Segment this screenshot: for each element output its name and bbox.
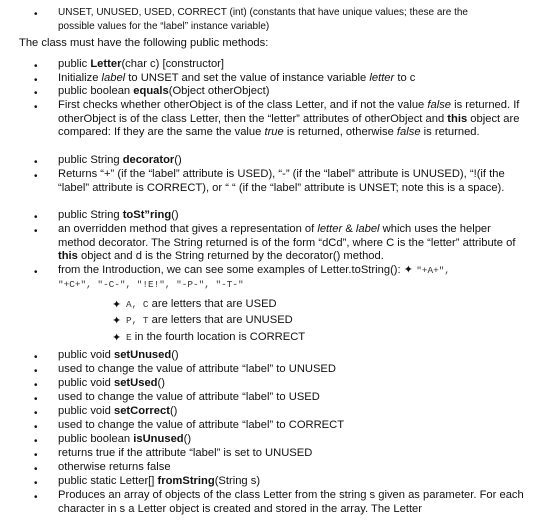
method-fromstring: public static Letter[] fromString(String s) [58, 475, 261, 487]
isunused-desc: returns true if the attribute “label” is set to UNUSED [58, 447, 313, 459]
tostring-desc: an overridden method that gives a representation of letter & label which uses the helper method decorator. The String returned is of the form “dCd”, where C is the “letter” attribute of this object and d is the String returned by the decorator() method. [58, 223, 516, 263]
fromstring-desc: Produces an array of objects of the class Letter from the string s given as parameter. For each character in s a Letter object is created and stored in the array. The Letter [58, 489, 524, 515]
star-icon: ✦ [112, 315, 122, 327]
bullet: • [34, 380, 38, 391]
method-setcorrect: public void setCorrect() [58, 405, 178, 417]
bullet: • [34, 171, 38, 182]
method-tostring: public String toSt”ring() [58, 209, 179, 221]
example-used: A, C are letters that are USED [126, 298, 277, 310]
bullet: • [34, 464, 38, 475]
constructor-desc: Initialize label to UNSET and set the value of instance variable letter to c [58, 72, 416, 84]
bullet: • [34, 408, 38, 419]
bullet: • [34, 75, 38, 86]
equals-desc: First checks whether otherObject is of the class Letter, and if not the value false is returned. If otherObject is of the class Letter, then the “letter” attributes of otherObject and this object are compared: If they are the same the value true is returned, otherwise false is returned. [58, 99, 520, 139]
example-correct: E in the fourth location is CORRECT [126, 331, 306, 343]
tostring-examples: from the Introduction, we can see some examples of Letter.toString(): ✦ "+A+", "+C+", "-C-", "!E!", "-P-", "-T-" [58, 264, 450, 290]
method-isunused: public boolean isUnused() [58, 433, 192, 445]
setunused-desc: used to change the value of attribute “label” to UNUSED [58, 363, 336, 375]
method-decorator: public String decorator() [58, 154, 182, 166]
bullet: • [34, 102, 38, 113]
constants-line-2: possible values for the “label” instance variable) [58, 21, 270, 32]
isunused-desc-2: otherwise returns false [58, 461, 171, 473]
setused-desc: used to change the value of attribute “label” to USED [58, 391, 320, 403]
bullet: • [34, 61, 38, 72]
bullet: • [34, 422, 38, 433]
method-equals: public boolean equals(Object otherObject) [58, 85, 270, 97]
method-setused: public void setUsed() [58, 377, 165, 389]
bullet: • [34, 88, 38, 99]
bullet: • [34, 157, 38, 168]
bullet: • [34, 226, 38, 237]
bullet: • [34, 366, 38, 377]
bullet: • [34, 9, 38, 20]
bullet: • [34, 450, 38, 461]
intro-text: The class must have the following public methods: [19, 37, 269, 49]
bullet: • [34, 436, 38, 447]
star-icon: ✦ [112, 332, 122, 344]
decorator-desc: Returns “+” (if the “label” attribute is USED), “-” (if the “label” attribute is UNUSED), “!(if the “label” attribute is CORRECT), or “ “ (if the “label” attribute is UNSET; note this is a space). [58, 168, 505, 194]
bullet: • [34, 478, 38, 489]
star-icon: ✦ [112, 299, 122, 311]
bullet: • [34, 267, 38, 278]
bullet: • [34, 352, 38, 363]
bullet: • [34, 394, 38, 405]
method-constructor: public Letter(char c) [constructor] [58, 58, 225, 70]
constants-line-1: UNSET, UNUSED, USED, CORRECT (int) (constants that have unique values; these are the [58, 7, 468, 18]
method-setunused: public void setUnused() [58, 349, 179, 361]
setcorrect-desc: used to change the value of attribute “label” to CORRECT [58, 419, 345, 431]
bullet: • [34, 212, 38, 223]
bullet: • [34, 492, 38, 503]
example-unused: P, T are letters that are UNUSED [126, 314, 293, 326]
